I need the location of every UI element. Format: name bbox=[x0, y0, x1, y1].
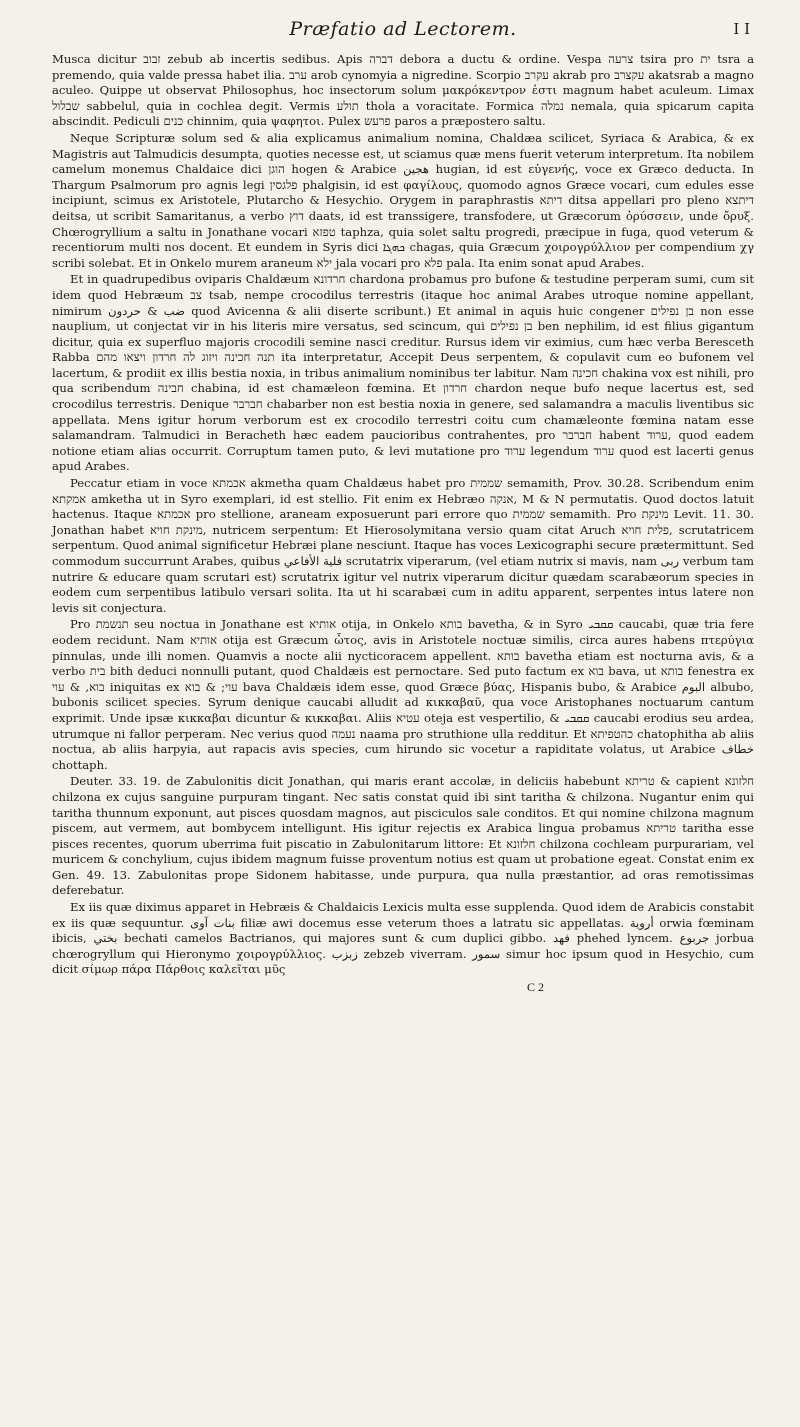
paragraph: Neque Scripturæ solum sed & alia explicamus animalium nomina, Chaldæa scilicet, Syriaca & Arabica, & ex Magistris aut Talmudicis desumpta, quoties necesse est, ut sciamus quæ mens fuerit veterum interpretum. Ita nobilem camelum monemus Chaldaice dici הוגן hogen & Arabice هجين hugian, id est εὐγενής, voce ex Græco deducta. In Thargum Psalmorum pro agnis legi פלגסין phalgisin, id est φαγίλους, quomodo agnos Græce vocari, cum edules esse incipiunt, scimus ex Aristotele, Plutarcho & Hesychio. Orygem in paraphrastis דיתא ditsa appellari pro pleno דיתצא deitsa, ut scribit Samaritanus, a verbo דוץ daats, id est transsigere, transfodere, ut Græcorum ὀρύσσειν, unde ὄρυξ. Chœrogryllium a saltu in Jonathane vocari טפזא taphza, quia solet saltu progredi, præcipue in fuga, quod veterum & recentiorum multi nos docent. Et eundem in Syris dici ܟܗܓܐ chagas, quia Græcum χοιρογρύλλιον per compendium χγ scribi solebat. Et in Onkelo murem araneum ילא jala vocari pro פלא pala. Ita enim sonat apud Arabes. bbox=[52, 130, 754, 270]
page-number: I I bbox=[733, 20, 750, 38]
body-text bbox=[52, 52, 754, 978]
paragraph: Ex iis quæ diximus apparet in Hebræis & Chaldaicis Lexicis multa esse supplenda. Quod idem de Arabicis constabit ex iis quæ sequuntur. بنات آوى filiæ awi docemus esse veterum thoes a latratu sic appellatas. أروية orwia fœminam ibicis, بختي bechati camelos Bactrianos, qui majores sunt & cum duplici gibbo. فهد phehed lyncem. جربوع jorbua chœrogryllum qui Hieronymo χοιρογρύλλιος. زبزب zebzeb viverram. سمور simur hoc ipsum quod in Hesychio, cum dicit σίμωρ πάρα Πάρθοις καλεῖται μῦς bbox=[52, 900, 754, 977]
running-head bbox=[52, 18, 754, 52]
paragraph: Et in quadrupedibus oviparis Chaldæum חרדונא chardona probamus pro bufone & testudine perperam sumi, cum sit idem quod Hebræum צב tsab, nempe crocodilus terrestris (itaque hoc animal Arabes utroque nomine appellant, nimirum ضب & حردون quod Avicenna & alii diserte scribunt.) Et animal in aquis huic congener בן נפילים non esse nauplium, ut conjectat vir in his literis mire versatus, sed scincum, qui בן נפילים ben nephilim, id est filius gigantum dicitur, quia ex superfluo majoris crocodili semine nasci creditur. Rursus idem vir eximius, cum hæc verba Beresceth Rabba תנה חכינה ויזוג לה חרדון ויצאו מהם ita interpretatur, Accepit Deus serpentem, & copulavit cum eo bufonem vel lacertum, & prodiit ex illis bestia noxia, in tribus animalium nominibus ter labitur. Nam חכינה chakina vox est nihili, pro qua scribendum חבינה chabina, id est chamæleon fœmina. Et חרדון chardon neque bufo neque lacertus est, sed crocodilus terrestris. Denique חברבר chabarber non est bestia noxia in genere, sed salamandra a maculis liventibus sic appellata. Mens igitur horum verborum est ex crocodilo terrestri coitu cum chamæleonte fœmina natam esse salamandram. Talmudici in Beracheth hæc eadem paucioribus contrahentes, pro חברבר habent ערוד, quod eadem notione etiam alias occurrit. Corruptum tamen puto, & levi mutatione pro ערוד legendum ערוד quod est lacerti genus apud Arabes. bbox=[52, 272, 755, 474]
paragraph: Deuter. 33. 19. de Zabulonitis dicit Jonathan, qui maris erant accolæ, in deliciis habebunt טריתא & capient חלזונא chilzona ex cujus sanguine purpuram tingant. Nec satis constat quid ibi sint taritha & chilzona. Nugantur enim qui taritha thunnum exponunt, aut pisces quosdam magnos, aut pisciculos sale conditos. Et qui nomine chilzona magnum piscem, aut vermem, aut bombycem intelligunt. His igitur rejectis ex Arabica lingua probamus טריתא taritha esse pisces recentes, quorum uberrima fuit piscatio in Zabulonitarum littore: Et חלזונא chilzona cochleam purpurariam, vel muricem & conchylium, cujus ibidem magnum fuisse proventum notius est quam ut probatione egeat. Constat enim ex Gen. 49. 13. Zabulonitas prope Sidonem habitasse, unde purpura, qua nulla præstantior, ad oras remotissimas deferebatur. bbox=[52, 774, 754, 898]
paragraph: Musca dicitur זבוב zebub ab incertis sedibus. Apis דברה debora a ductu & ordine. Vespa צרעה tsira pro ית tsra a premendo, quia valde pressa habet ilia. ערב arob cynomyia a nigredine. Scorpio עקרב akrab pro עקצרב akatsrab a magno aculeo. Quippe ut observat Philosophus, hoc insectorum solum μακρόκεντρον ἐστι magnum habet aculeum. Limax שבלול sabbelul, quia in cochlea degit. Vermis תולע thola a voracitate. Formica נמלה nemala, quia spicarum capita abscindit. Pediculi כנים chinnim, quia ψαφητοι. Pulex פרעש paros a præpostero saltu. bbox=[52, 52, 755, 129]
paragraph: Pro תנשמת seu noctua in Jonathane est אותיא otija, in Onkelo בותא bavetha, & in Syro ܩܩܒܝ caucabi, quæ tria fere eodem recidunt. Nam אותיא otija est Græcum ὦτος, avis in Aristotele noctuæ similis, circa aures habens πτερύγια pinnulas, unde illi nomen. Quamvis a nocte alii nycticoracem appellent. בותא bavetha etiam est nocturna avis, & a verbo בית bith deduci nonnulli putant, quod Chaldæis est pernoctare. Sed puto factum ex בוא bava, ut בותא fenestra ex בוא, & עוי iniquitas ex עוי; & בוא bava Chaldæis idem esse, quod Græce βύας, Hispanis bubo, & Arabice البوم albubo, bubonis scilicet species. Syrum denique caucabi alludit ad κικκαβαῦ, qua voce Aristophanes noctuarum cantum exprimit. Unde ipsæ κικκαβαι dicuntur & κικκαβαι. Aliis עטיא oteja est vespertilio, & ܩܩܒܝ caucabi erodius seu ardea, utrumque ni fallor perperam. Nec verius quod נעמה naama pro struthione ulla redditur. Et כהטפיתא chatophitha ab aliis noctua, ab aliis harpyia, aut rapacis avis species, cum hirundo sic vocetur a rapiditate volatus, ut Arabice خطاف chottaph. bbox=[52, 617, 755, 772]
signature-mark: C 2 bbox=[526, 980, 544, 995]
paragraph: Peccatur etiam in voce אכמתא akmetha quam Chaldæus habet pro שממית semamith, Prov. 30.28. Scribendum enim אמקתא amketha ut in Syro exemplari, id est stellio. Fit enim ex Hebræo אנקה, M & N permutatis. Quod doctos latuit hactenus. Itaque אכמתא pro stellione, araneam exposuerunt pari errore quo שממית semamith. Pro מינקת Levit. 11. 30. Jonathan habet מינקת חויא, nutricem serpentum: Et Hierosolymitana versio quam citat Aruch פלית חויא, scrutatricem serpentum. Quod animal significetur Hebræi plane nesciunt. Itaque has voces Lexicographi secure prætermittunt. Sed commodum succurrunt Arabes, quibus فلية الأفاعي scrutatrix viperarum, (vel etiam nutrix si mavis, nam ربى verbum tam nutrire & educare quam scrutari est) scrutatrix igitur vel nutrix viperarum dicitur quædam scarabæorum species in eodem cum serpentibus latibulo versari solita. Ita ut hi scarabæi cum in aditu apparent, serpentes intus latere non levis sit conjectura. bbox=[52, 476, 755, 615]
running-title: Præfatio ad Lectorem. bbox=[289, 18, 517, 40]
